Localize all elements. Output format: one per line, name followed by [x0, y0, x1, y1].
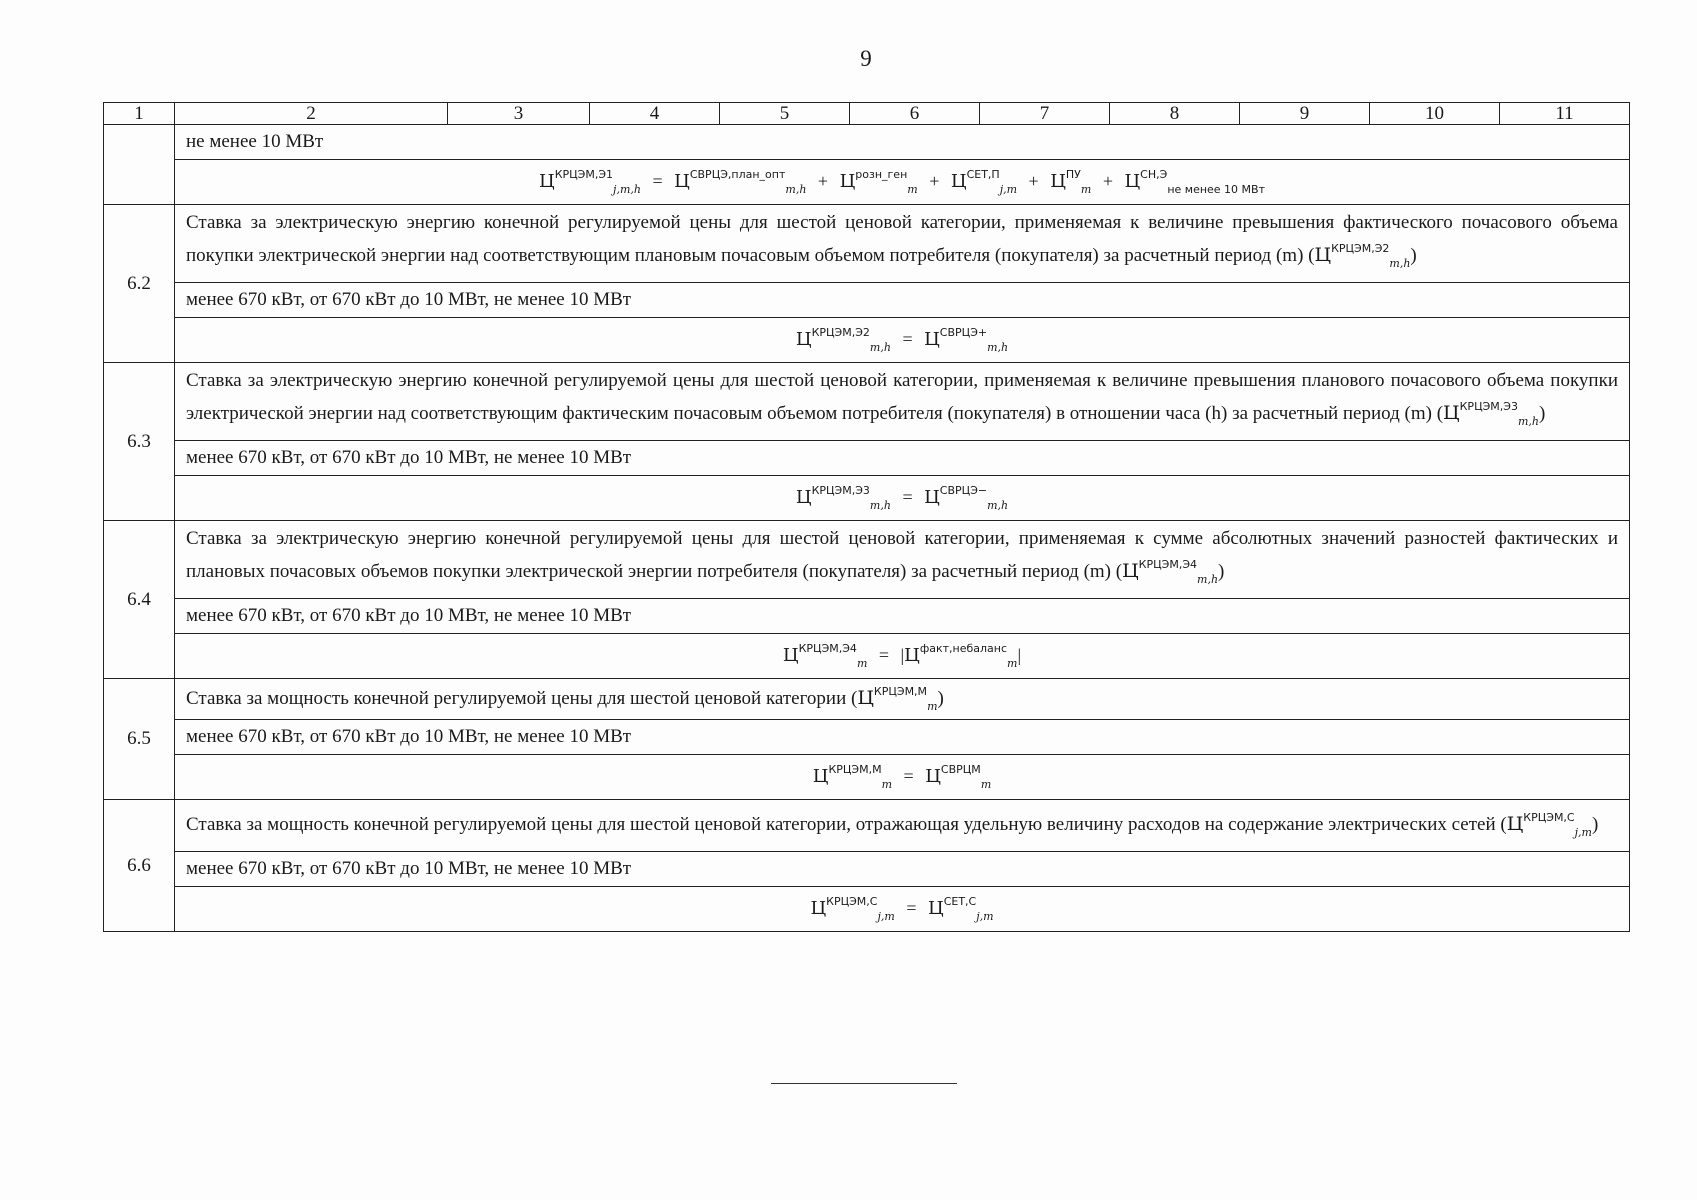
formula: $Ц^{КРЦЭМ,C}_{j,m} = Ц^{СЕТ,C}_{j,m}$ — [810, 895, 994, 923]
row-number: 6.3 — [104, 363, 175, 521]
col-header: 2 — [175, 103, 448, 125]
formula: $Ц^{КРЦЭМ,М}_m = Ц^{СВРЦМ}_m$ — [812, 763, 992, 791]
table-row — [104, 755, 1630, 800]
table-row — [104, 125, 1630, 160]
table-row — [104, 160, 1630, 205]
col-header: 5 — [720, 103, 850, 125]
category-cell: не менее 10 МВт — [175, 125, 1630, 160]
formula-cell — [175, 476, 1630, 521]
row-number: 6.5 — [104, 679, 175, 800]
row-number: 6.6 — [104, 800, 175, 932]
table-row — [104, 441, 1630, 476]
col-header: 8 — [1110, 103, 1240, 125]
col-header: 11 — [1500, 103, 1630, 125]
col-header: 3 — [448, 103, 590, 125]
row-number: 6.4 — [104, 521, 175, 679]
col-header: 10 — [1370, 103, 1500, 125]
formula-cell — [175, 755, 1630, 800]
tariff-table — [103, 102, 1630, 932]
description-cell: Ставка за электрическую энергию конечной регулируемой цены для шестой ценовой категории, применяемая к величине превышения фактического почасового объема покупки электрической энергии над соответствующим плановым почасовым объемом потребителя (покупателя) за расчетный период (m) $(Ц^{КРЦЭМ,Э2}_{m,h})$ — [175, 205, 1630, 283]
category-cell: менее 670 кВт, от 670 кВт до 10 МВт, не менее 10 МВт — [175, 599, 1630, 634]
col-header: 4 — [590, 103, 720, 125]
table-row — [104, 521, 1630, 599]
col-header: 7 — [980, 103, 1110, 125]
page-number: 9 — [860, 46, 872, 71]
description-cell: Ставка за электрическую энергию конечной регулируемой цены для шестой ценовой категории, применяемая к сумме абсолютных значений разностей фактических и плановых почасовых объемов покупки электрической энергии потребителя (покупателя) за расчетный период (m) $(Ц^{КРЦЭМ,Э4}_{m,h})$ — [175, 521, 1630, 599]
row-number-cell — [104, 125, 175, 205]
table-row — [104, 634, 1630, 679]
col-header: 6 — [850, 103, 980, 125]
end-divider-line — [771, 1083, 957, 1084]
category-cell: менее 670 кВт, от 670 кВт до 10 МВт, не менее 10 МВт — [175, 852, 1630, 887]
formula: $Ц^{КРЦЭМ,Э3}_{m,h} = Ц^{СВРЦЭ-}_{m,h}$ — [795, 484, 1009, 512]
table-row — [104, 363, 1630, 441]
formula: $Ц^{КРЦЭМ,Э4}_m = |Ц^{факт,небаланс}_m|$ — [782, 642, 1022, 670]
formula-cell — [175, 887, 1630, 932]
col-header: 1 — [104, 103, 175, 125]
table-row — [104, 800, 1630, 852]
table-row — [104, 205, 1630, 283]
formula: $Ц^{КРЦЭМ,Э2}_{m,h} = Ц^{СВРЦЭ+}_{m,h}$ — [795, 326, 1009, 354]
description-cell: Ставка за электрическую энергию конечной регулируемой цены для шестой ценовой категории, применяемая к величине превышения планового почасового объема покупки электрической энергии над соответствующим фактическим почасовым объемом потребителя (покупателя) в отношении часа (h) за расчетный период (m) $(Ц^{КРЦЭМ,Э3}_{m,h})$ — [175, 363, 1630, 441]
table-row — [104, 887, 1630, 932]
col-header: 9 — [1240, 103, 1370, 125]
row-number: 6.2 — [104, 205, 175, 363]
table-row — [104, 283, 1630, 318]
formula-cell — [175, 160, 1630, 205]
category-cell: менее 670 кВт, от 670 кВт до 10 МВт, не менее 10 МВт — [175, 283, 1630, 318]
table-row — [104, 599, 1630, 634]
formula-cell — [175, 318, 1630, 363]
table-row — [104, 852, 1630, 887]
category-cell: менее 670 кВт, от 670 кВт до 10 МВт, не менее 10 МВт — [175, 441, 1630, 476]
table-row — [104, 476, 1630, 521]
description-cell: Ставка за мощность конечной регулируемой цены для шестой ценовой категории $(Ц^{КРЦЭМ,М}_m)$ — [175, 679, 1630, 720]
category-cell: менее 670 кВт, от 670 кВт до 10 МВт, не менее 10 МВт — [175, 720, 1630, 755]
formula-cell — [175, 634, 1630, 679]
column-number-header — [104, 103, 1630, 125]
table-row — [104, 318, 1630, 363]
table-row — [104, 679, 1630, 720]
formula: $Ц^{КРЦЭМ,Э1}_{j,m,h} = Ц^{СВРЦЭ,план\_опт}_{m,h} + Ц^{розн\_ген}_m + Ц^{СЕТ,П}_{j,m} + Ц^{ПУ}_m + Ц^{СН,Э}_{не менее 10 МВт}$ — [539, 168, 1265, 196]
table-row — [104, 720, 1630, 755]
description-cell: Ставка за мощность конечной регулируемой цены для шестой ценовой категории, отражающая удельную величину расходов на содержание электрических сетей $(Ц^{КРЦЭМ,C}_{j,m})$ — [175, 800, 1630, 852]
